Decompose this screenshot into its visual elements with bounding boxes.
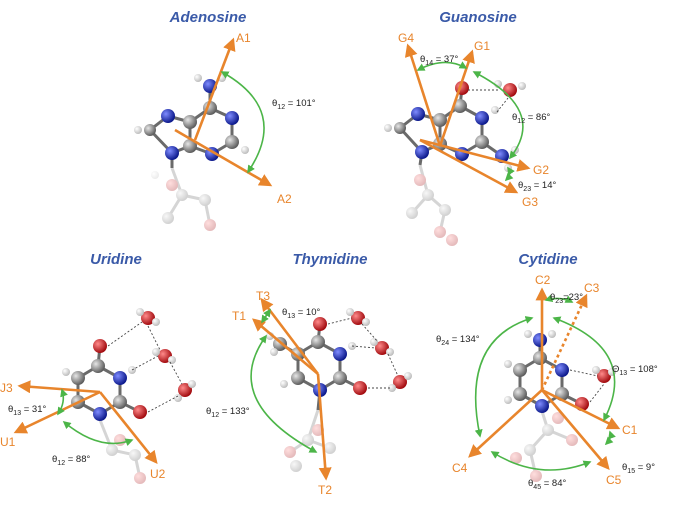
angle-arc-c15 bbox=[606, 432, 611, 444]
cytidine-panel bbox=[436, 251, 658, 491]
label-c4: C4 bbox=[452, 461, 468, 475]
uridine-panel bbox=[0, 251, 196, 484]
label-g4: G4 bbox=[398, 31, 415, 45]
angle-theta13-u: $\theta_{13} = 31^\circ$ bbox=[8, 404, 47, 417]
thymidine-sugar bbox=[284, 410, 336, 472]
guanosine-title: Guanosine bbox=[439, 9, 517, 26]
thymidine-panel bbox=[206, 251, 412, 497]
angle-theta12-t: $\theta_{12} = 133^\circ$ bbox=[206, 406, 250, 419]
vector-j3 bbox=[20, 386, 100, 392]
angle-theta24-c: $\theta_{24} = 134^\circ$ bbox=[436, 334, 480, 347]
vector-a1 bbox=[195, 40, 233, 140]
label-t2: T2 bbox=[318, 483, 333, 497]
thymidine-molecule bbox=[266, 308, 412, 410]
adenosine-molecule bbox=[134, 74, 249, 168]
uridine-sugar bbox=[100, 420, 146, 484]
vector-g3 bbox=[420, 140, 516, 192]
angle-theta13-c: $\Theta_{13} = 108^\circ$ bbox=[612, 364, 658, 377]
angle-theta23-c: $\theta_{23}=23^\circ$ bbox=[550, 292, 584, 305]
angle-arc-c45 bbox=[492, 452, 590, 470]
uridine-molecule bbox=[62, 308, 196, 421]
label-u1: U1 bbox=[0, 435, 16, 449]
angle-theta45-c: $\theta_{45} = 84^\circ$ bbox=[528, 478, 567, 491]
label-c3: C3 bbox=[584, 281, 600, 295]
angle-theta12-u: $\theta_{12} = 88^\circ$ bbox=[52, 454, 91, 467]
label-c1: C1 bbox=[622, 423, 638, 437]
label-j3: J3 bbox=[0, 381, 13, 395]
angle-theta15-c: $\theta_{15} = 9^\circ$ bbox=[622, 462, 656, 475]
adenosine-panel bbox=[134, 9, 316, 231]
guanosine-sugar bbox=[406, 165, 458, 246]
label-g3: G3 bbox=[522, 195, 539, 209]
vector-c1 bbox=[542, 390, 618, 428]
label-c2: C2 bbox=[535, 273, 551, 287]
label-a1: A1 bbox=[236, 31, 251, 45]
label-g1: G1 bbox=[474, 39, 491, 53]
uridine-title: Uridine bbox=[90, 251, 142, 268]
label-g2: G2 bbox=[533, 163, 550, 177]
label-t3: T3 bbox=[256, 289, 271, 303]
angle-arc-t13 bbox=[262, 310, 270, 322]
angle-theta13-t: $\theta_{13} = 10^\circ$ bbox=[282, 307, 321, 320]
label-c5: C5 bbox=[606, 473, 622, 487]
label-a2: A2 bbox=[277, 192, 292, 206]
cytidine-title: Cytidine bbox=[518, 251, 578, 268]
vector-g1 bbox=[440, 52, 472, 146]
label-u2: U2 bbox=[150, 467, 166, 481]
angle-theta12: $\theta_{12} = 101^\circ$ bbox=[272, 98, 316, 111]
thymidine-title: Thymidine bbox=[292, 251, 368, 268]
angle-theta12-g: $\theta_{12} = 86^\circ$ bbox=[512, 112, 551, 125]
guanosine-panel bbox=[384, 9, 556, 246]
angle-arc-c24 bbox=[476, 318, 532, 436]
vector-g2 bbox=[420, 140, 528, 168]
label-t1: T1 bbox=[232, 309, 247, 323]
angle-theta23-g: $\theta_{23} = 14^\circ$ bbox=[518, 180, 557, 193]
adenosine-sugar bbox=[151, 168, 216, 231]
angle-theta14: $\theta_{14} = 37^\circ$ bbox=[420, 54, 459, 67]
adenosine-title: Adenosine bbox=[169, 9, 247, 26]
cytidine-molecule bbox=[504, 330, 616, 413]
